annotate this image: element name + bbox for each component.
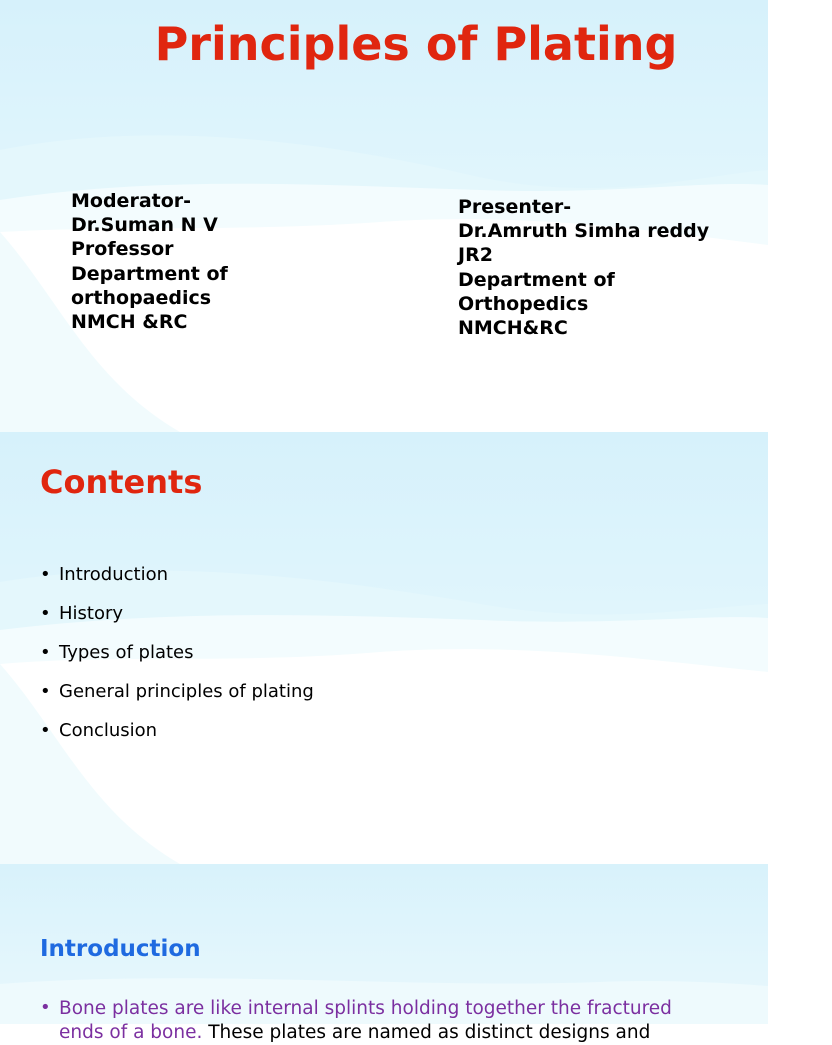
intro-text-line1: Bone plates are like internal splints holding together the fractured bbox=[59, 998, 672, 1019]
contents-slide bbox=[0, 432, 768, 864]
moderator-institution: NMCH &RC bbox=[71, 311, 188, 334]
presenter-department-line2: Orthopedics bbox=[458, 292, 589, 315]
intro-text-line2 bbox=[59, 1021, 759, 1045]
list-item-label: General principles of plating bbox=[59, 681, 314, 702]
bullet-icon: • bbox=[40, 603, 51, 624]
bullet-icon: • bbox=[40, 720, 51, 741]
list-item-label: Conclusion bbox=[59, 720, 158, 741]
moderator-label: Moderator- bbox=[71, 190, 192, 212]
list-item-label: Types of plates bbox=[59, 642, 194, 663]
introduction-heading: Introduction bbox=[40, 936, 201, 962]
moderator-info bbox=[71, 189, 228, 334]
presentation-title: Principles of Plating bbox=[154, 17, 678, 71]
moderator-title: Professor bbox=[71, 238, 174, 261]
presenter-info bbox=[458, 195, 709, 340]
list-item bbox=[40, 603, 314, 642]
presenter-label: Presenter- bbox=[458, 196, 572, 218]
moderator-name: Dr.Suman N V bbox=[71, 214, 218, 237]
list-item-label: Introduction bbox=[59, 564, 169, 585]
bullet-icon: • bbox=[40, 681, 51, 702]
intro-bullet-item bbox=[40, 997, 759, 1045]
title-slide bbox=[0, 0, 768, 432]
contents-list bbox=[40, 564, 314, 759]
moderator-department-line1: Department of bbox=[71, 262, 228, 285]
intro-text-line2-purple: ends of a bone. bbox=[59, 1022, 203, 1043]
presenter-department-line1: Department of bbox=[458, 268, 615, 291]
intro-text-line2-black: These plates are named as distinct designs and bbox=[202, 1022, 651, 1043]
bullet-icon: • bbox=[40, 642, 51, 663]
contents-heading: Contents bbox=[40, 463, 203, 501]
presenter-institution: NMCH&RC bbox=[458, 317, 568, 340]
moderator-department-line2: orthopaedics bbox=[71, 286, 212, 309]
list-item bbox=[40, 681, 314, 720]
list-item-label: History bbox=[59, 603, 124, 624]
list-item bbox=[40, 642, 314, 681]
list-item bbox=[40, 564, 314, 603]
presenter-title: JR2 bbox=[458, 244, 493, 267]
bullet-icon: • bbox=[40, 997, 51, 1018]
list-item bbox=[40, 720, 314, 759]
presenter-name: Dr.Amruth Simha reddy bbox=[458, 220, 710, 243]
introduction-slide bbox=[0, 864, 768, 1043]
bullet-icon: • bbox=[40, 564, 51, 585]
